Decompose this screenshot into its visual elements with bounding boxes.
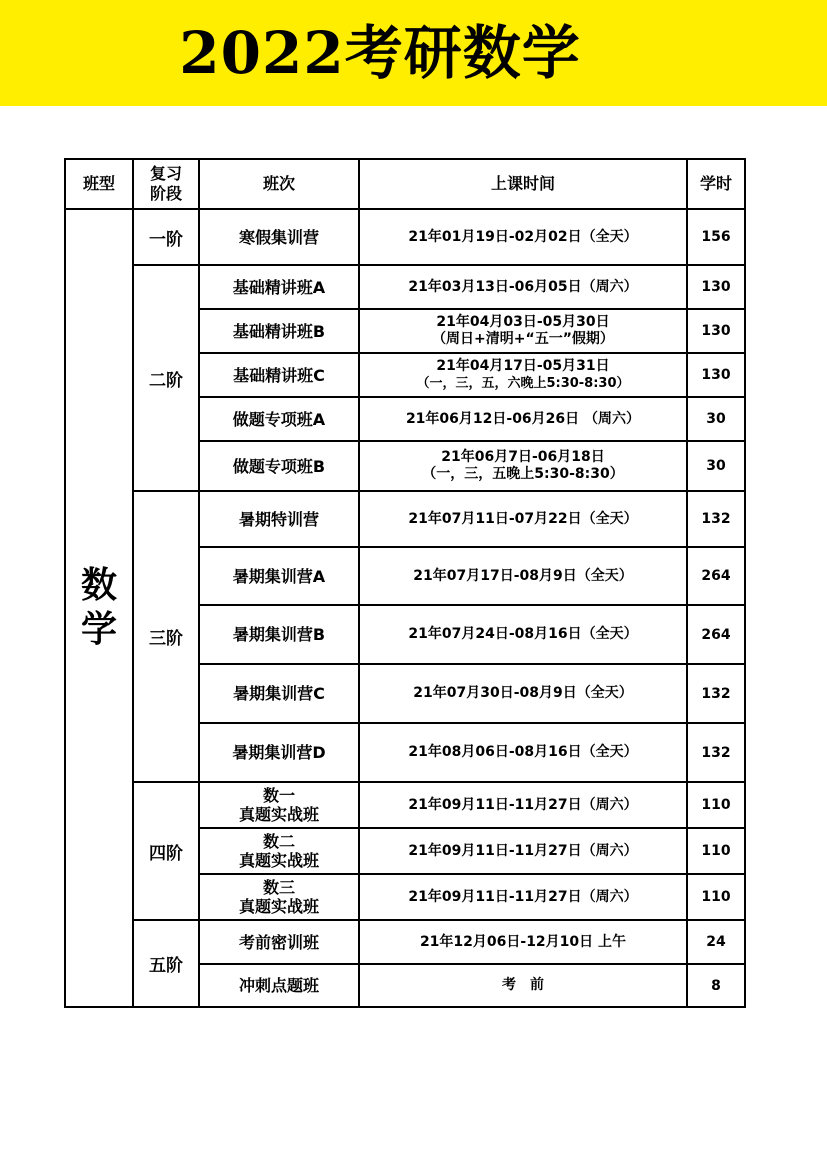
class-cell: 做题专项班B <box>199 441 359 491</box>
class-cell: 基础精讲班C <box>199 353 359 397</box>
stage-cell: 三阶 <box>133 491 199 782</box>
class-cell: 暑期特训营 <box>199 491 359 547</box>
time-line-2: （一，三，五晚上5:30-8:30） <box>422 466 624 482</box>
subject-char-1: 数 <box>80 565 117 606</box>
class-cell: 暑期集训营C <box>199 664 359 723</box>
time-cell: 21年01月19日-02月02日（全天） <box>359 209 687 265</box>
class-line-1: 数三 <box>262 878 295 897</box>
table-row <box>65 265 745 309</box>
hours-cell: 8 <box>687 964 745 1007</box>
time-cell: 21年07月30日-08月9日（全天） <box>359 664 687 723</box>
class-cell: 考前密训班 <box>199 920 359 964</box>
class-cell: 做题专项班A <box>199 397 359 441</box>
hours-cell: 130 <box>687 309 745 353</box>
time-cell: 21年03月13日-06月05日（周六） <box>359 265 687 309</box>
title-banner <box>0 0 827 106</box>
schedule-table <box>64 158 746 1008</box>
stage-cell: 一阶 <box>133 209 199 265</box>
table-row <box>65 491 745 547</box>
class-line-1: 数一 <box>262 786 295 805</box>
hours-cell: 132 <box>687 491 745 547</box>
header-hours: 学时 <box>687 159 745 209</box>
time-cell <box>359 353 687 397</box>
class-line-2: 真题实战班 <box>238 805 319 824</box>
class-cell: 冲刺点题班 <box>199 964 359 1007</box>
time-cell: 21年07月11日-07月22日（全天） <box>359 491 687 547</box>
stage-cell: 二阶 <box>133 265 199 491</box>
time-cell: 21年06月12日-06月26日 （周六） <box>359 397 687 441</box>
class-cell: 基础精讲班A <box>199 265 359 309</box>
table-row <box>65 209 745 265</box>
class-cell: 暑期集训营B <box>199 605 359 664</box>
class-cell: 寒假集训营 <box>199 209 359 265</box>
time-line-1: 21年04月03日-05月30日 <box>436 314 610 330</box>
header-type: 班型 <box>65 159 133 209</box>
hours-cell: 110 <box>687 782 745 828</box>
class-cell <box>199 828 359 874</box>
hours-cell: 264 <box>687 605 745 664</box>
hours-cell: 110 <box>687 874 745 920</box>
time-cell: 21年09月11日-11月27日（周六） <box>359 782 687 828</box>
time-line-1: 21年06月7日-06月18日 <box>441 449 605 465</box>
table-row <box>65 920 745 964</box>
header-stage <box>133 159 199 209</box>
hours-cell: 132 <box>687 664 745 723</box>
class-cell: 基础精讲班B <box>199 309 359 353</box>
hours-cell: 24 <box>687 920 745 964</box>
time-cell: 21年07月24日-08月16日（全天） <box>359 605 687 664</box>
time-cell: 考 前 <box>359 964 687 1007</box>
class-cell <box>199 874 359 920</box>
class-line-2: 真题实战班 <box>238 851 319 870</box>
hours-cell: 130 <box>687 353 745 397</box>
hours-cell: 156 <box>687 209 745 265</box>
page-title: 2022考研数学 <box>179 19 581 87</box>
table-row <box>65 782 745 828</box>
hours-cell: 130 <box>687 265 745 309</box>
header-row <box>65 159 745 209</box>
class-cell: 暑期集训营A <box>199 547 359 605</box>
time-cell: 21年08月06日-08月16日（全天） <box>359 723 687 782</box>
class-cell: 暑期集训营D <box>199 723 359 782</box>
subject-cell <box>65 209 133 1007</box>
hours-cell: 30 <box>687 441 745 491</box>
hours-cell: 264 <box>687 547 745 605</box>
class-line-1: 数二 <box>262 832 295 851</box>
stage-cell: 五阶 <box>133 920 199 1007</box>
time-cell: 21年09月11日-11月27日（周六） <box>359 874 687 920</box>
header-time: 上课时间 <box>359 159 687 209</box>
hours-cell: 30 <box>687 397 745 441</box>
hours-cell: 132 <box>687 723 745 782</box>
header-class: 班次 <box>199 159 359 209</box>
time-cell <box>359 309 687 353</box>
class-cell <box>199 782 359 828</box>
subject-char-2: 学 <box>80 609 117 650</box>
time-cell: 21年09月11日-11月27日（周六） <box>359 828 687 874</box>
class-line-2: 真题实战班 <box>238 897 319 916</box>
time-line-2: （周日+清明+“五一”假期） <box>432 331 614 347</box>
header-stage-line1: 复习 <box>149 164 182 183</box>
time-line-2: （一，三，五，六晚上5:30-8:30） <box>416 376 630 391</box>
time-line-1: 21年04月17日-05月31日 <box>436 358 610 374</box>
time-cell: 21年12月06日-12月10日 上午 <box>359 920 687 964</box>
stage-cell: 四阶 <box>133 782 199 920</box>
hours-cell: 110 <box>687 828 745 874</box>
header-stage-line2: 阶段 <box>149 184 182 203</box>
time-cell <box>359 441 687 491</box>
time-cell: 21年07月17日-08月9日（全天） <box>359 547 687 605</box>
